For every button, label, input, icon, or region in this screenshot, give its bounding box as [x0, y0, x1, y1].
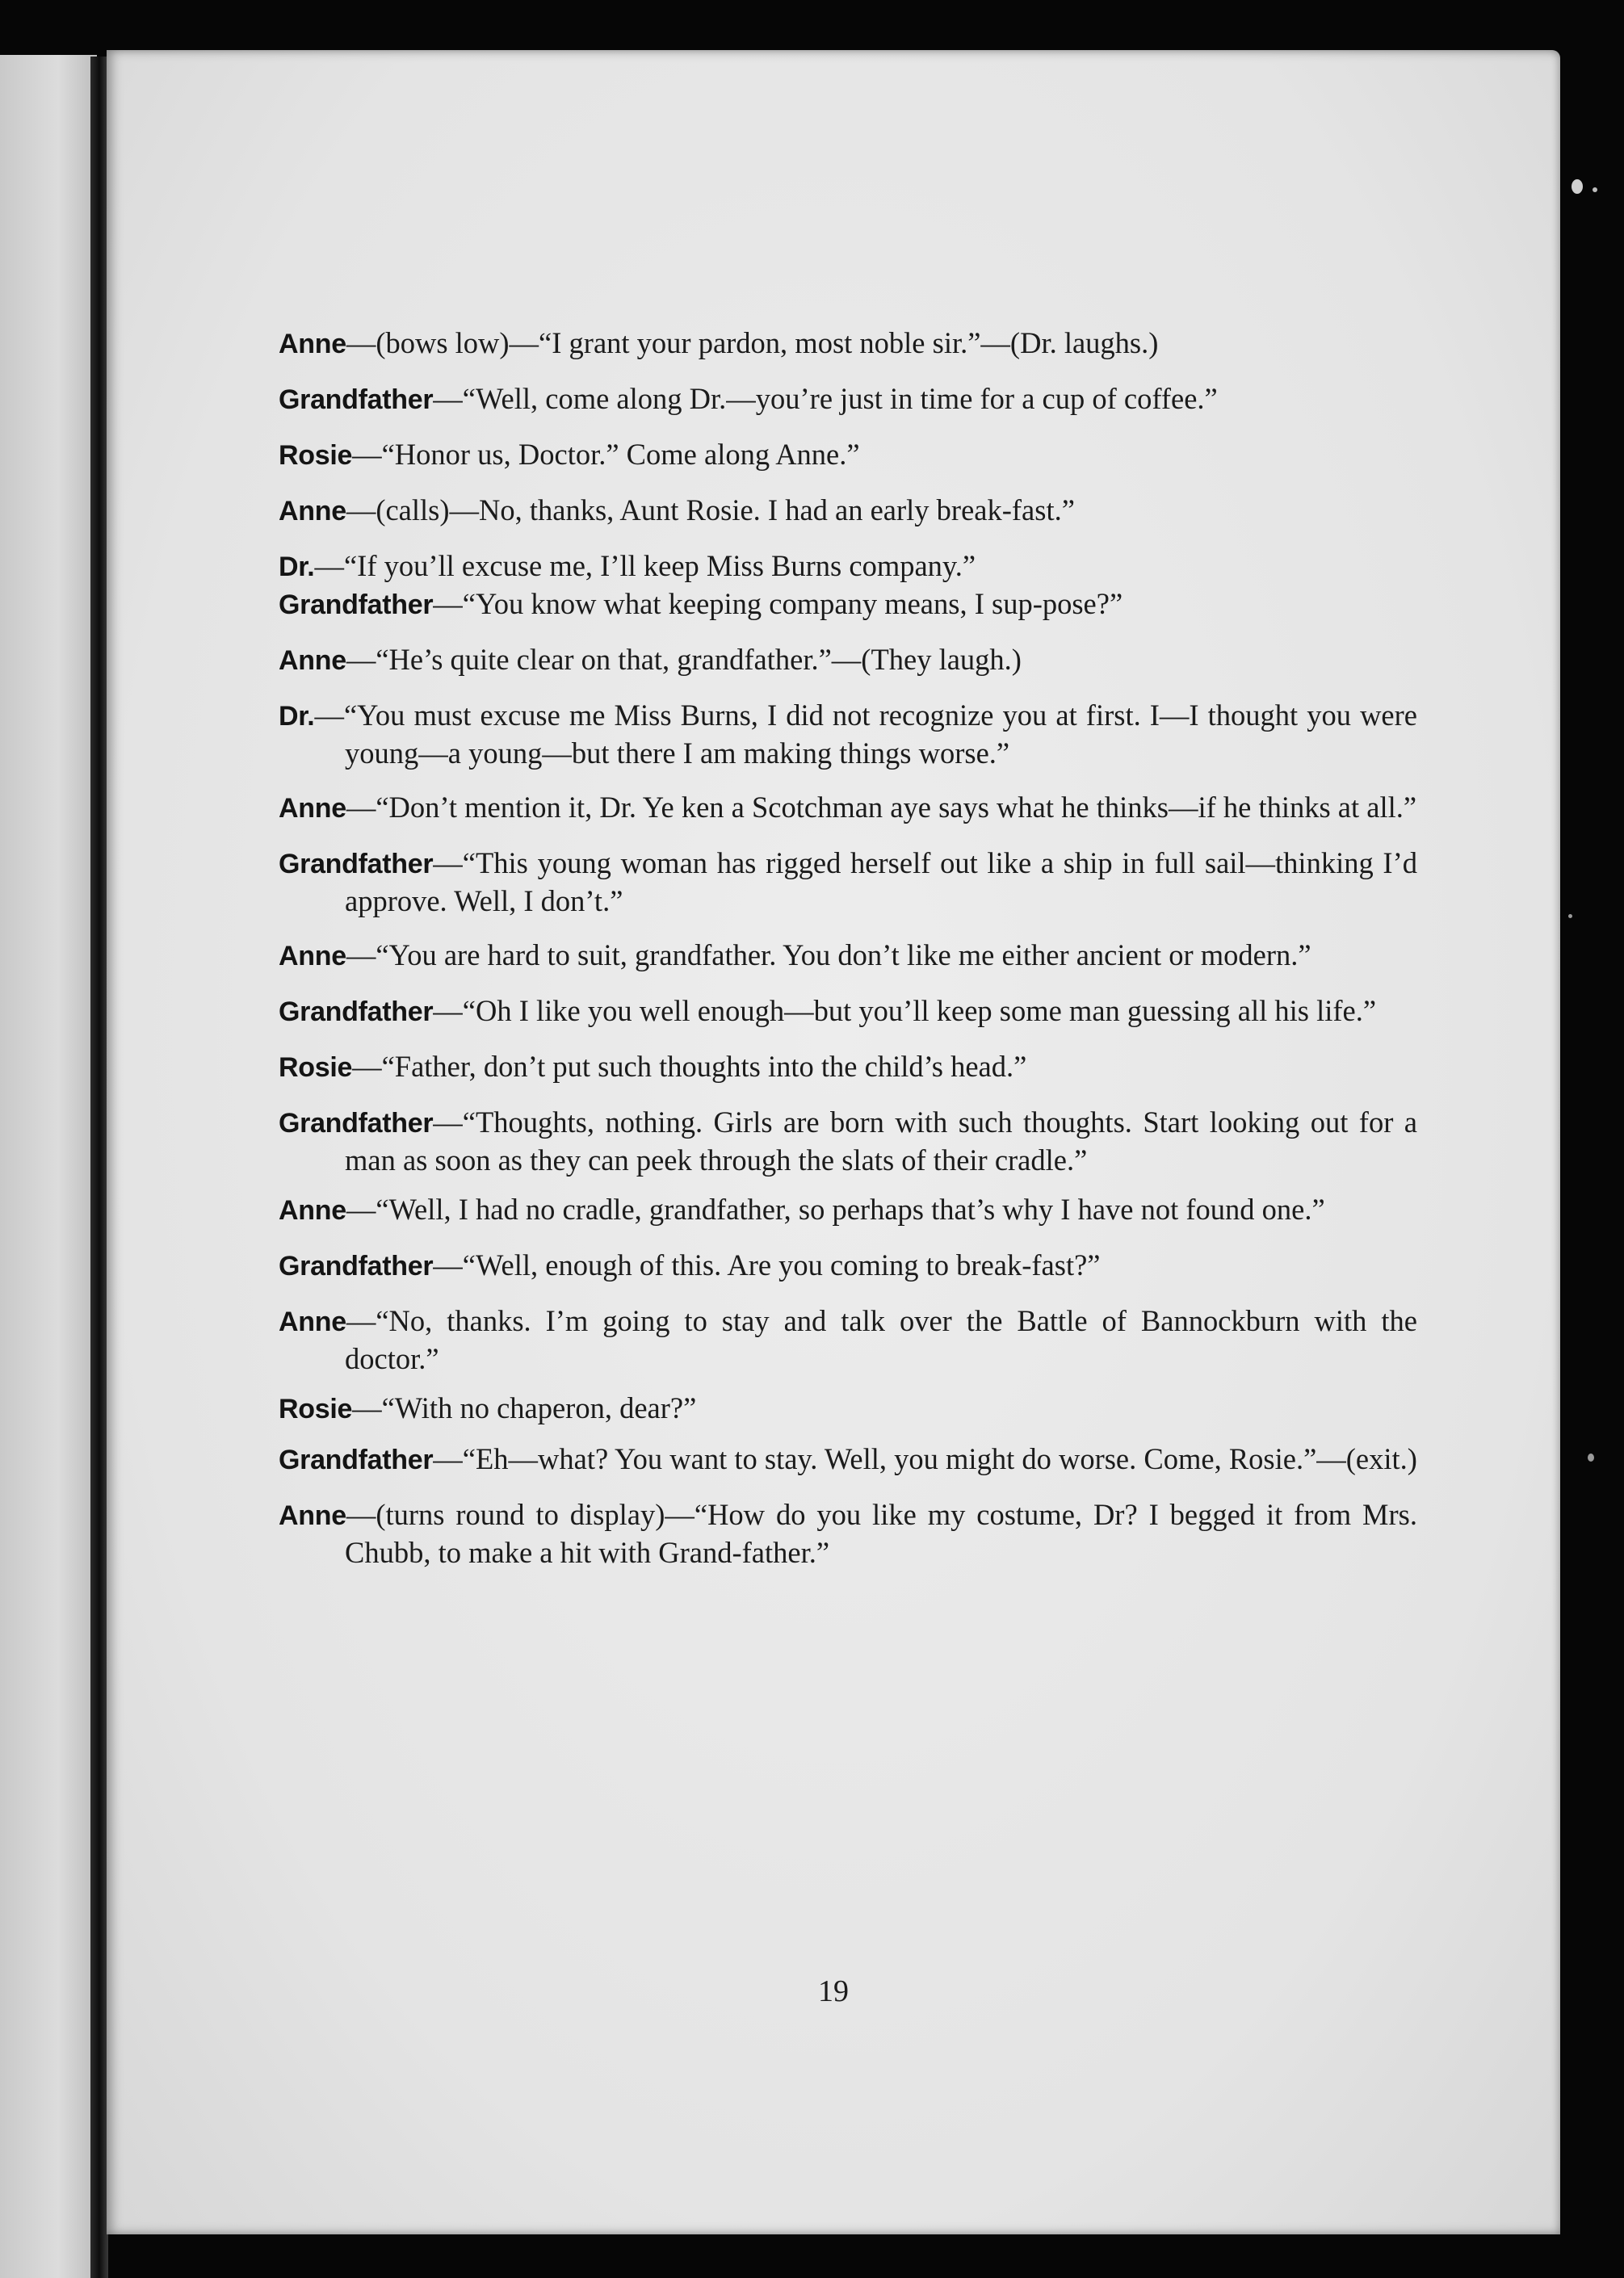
dialogue-entry	[279, 1441, 1417, 1479]
dialogue-text: “This young woman has rigged herself out like a ship in full sail—thinking I’d approve. Well, I don’t.”	[345, 846, 1417, 917]
dialogue-text: “With no chaperon, dear?”	[381, 1391, 697, 1424]
dialogue-entry	[279, 1390, 1417, 1428]
speaker-separator: —	[314, 549, 344, 582]
dialogue-entry	[279, 937, 1417, 975]
speaker-separator: —	[352, 1050, 382, 1083]
dialogue-text: “He’s quite clear on that, grandfather.”—(They laugh.)	[376, 643, 1022, 676]
speaker-name: Anne	[279, 329, 346, 359]
dialogue-text: (bows low)—“I grant your pardon, most noble sir.”—(Dr. laughs.)	[376, 326, 1159, 359]
speaker-separator: —	[346, 1498, 376, 1531]
speaker-name: Grandfather	[279, 589, 434, 620]
speaker-name: Grandfather	[279, 849, 434, 879]
dialogue-entry	[279, 845, 1417, 919]
speaker-name: Anne	[279, 941, 346, 971]
dialogue-text: “Father, don’t put such thoughts into the child’s head.”	[381, 1050, 1027, 1083]
speaker-name: Anne	[279, 1500, 346, 1531]
dialogue-text: (turns round to display)—“How do you like my costume, Dr? I begged it from Mrs. Chubb, to make a hit with Grand-father.”	[345, 1498, 1417, 1569]
speaker-separator: —	[314, 699, 344, 732]
speaker-name: Anne	[279, 1307, 346, 1337]
dialogue-entry	[279, 325, 1417, 363]
play-dialogue	[279, 325, 1417, 1571]
dialogue-entry	[279, 1104, 1417, 1178]
speaker-name: Rosie	[279, 440, 353, 471]
dialogue-text: “Don’t mention it, Dr. Ye ken a Scotchman aye says what he thinks—if he thinks at all.”	[376, 791, 1417, 824]
dialogue-entry	[279, 641, 1417, 679]
dialogue-text: “Well, enough of this. Are you coming to break-fast?”	[462, 1248, 1101, 1282]
speaker-name: Grandfather	[279, 384, 434, 415]
dialogue-entry	[279, 1191, 1417, 1229]
speaker-name: Grandfather	[279, 996, 434, 1027]
dialogue-text: “Eh—what? You want to stay. Well, you might do worse. Come, Rosie.”—(exit.)	[462, 1442, 1417, 1475]
speaker-separator: —	[433, 1442, 463, 1475]
dialogue-text: “No, thanks. I’m going to stay and talk over the Battle of Bannockburn with the doctor.”	[345, 1304, 1417, 1375]
dialogue-entry	[279, 789, 1417, 827]
book-page	[107, 50, 1560, 2234]
speaker-name: Grandfather	[279, 1108, 434, 1139]
dialogue-text: “You know what keeping company means, I sup-pose?”	[462, 587, 1123, 620]
dialogue-entry	[279, 492, 1417, 530]
speaker-name: Rosie	[279, 1394, 353, 1424]
scan-speck	[1588, 1454, 1594, 1462]
dialogue-entry	[279, 992, 1417, 1030]
speaker-name: Dr.	[279, 552, 315, 582]
speaker-name: Anne	[279, 496, 346, 526]
dialogue-entry	[279, 1496, 1417, 1571]
speaker-separator: —	[346, 643, 376, 676]
speaker-name: Grandfather	[279, 1445, 434, 1475]
dialogue-entry	[279, 547, 1417, 585]
speaker-separator: —	[346, 1304, 376, 1337]
speaker-separator: —	[433, 994, 463, 1027]
dialogue-text: (calls)—No, thanks, Aunt Rosie. I had an early break-fast.”	[376, 493, 1075, 526]
scan-speck	[1568, 914, 1572, 918]
speaker-name: Rosie	[279, 1052, 353, 1083]
speaker-separator: —	[433, 1105, 463, 1139]
scan-speck	[1593, 187, 1597, 192]
speaker-name: Anne	[279, 645, 346, 676]
speaker-separator: —	[433, 587, 463, 620]
dialogue-text: “You must excuse me Miss Burns, I did not recognize you at first. I—I thought you were young—a young—but there I am making things worse.”	[343, 699, 1417, 770]
speaker-separator: —	[433, 382, 463, 415]
speaker-separator: —	[346, 1193, 376, 1226]
dialogue-text: “Oh I like you well enough—but you’ll keep some man guessing all his life.”	[462, 994, 1377, 1027]
dialogue-entry	[279, 1303, 1417, 1377]
speaker-separator: —	[346, 326, 376, 359]
dialogue-text: “Honor us, Doctor.” Come along Anne.”	[381, 438, 860, 471]
speaker-name: Anne	[279, 1195, 346, 1226]
dialogue-text: “Thoughts, nothing. Girls are born with such thoughts. Start looking out for a man as soon as they can peek through the slats of their cradle.”	[345, 1105, 1417, 1177]
speaker-name: Anne	[279, 793, 346, 824]
dialogue-text: “If you’ll excuse me, I’ll keep Miss Burns company.”	[343, 549, 976, 582]
page-number: 19	[818, 1974, 849, 2008]
dialogue-entry	[279, 585, 1417, 623]
speaker-separator: —	[433, 846, 463, 879]
dialogue-text: “Well, I had no cradle, grandfather, so perhaps that’s why I have not found one.”	[376, 1193, 1325, 1226]
speaker-separator: —	[352, 438, 382, 471]
speaker-separator: —	[346, 791, 376, 824]
dialogue-entry	[279, 380, 1417, 418]
speaker-separator: —	[346, 493, 376, 526]
dialogue-text: “Well, come along Dr.—you’re just in time for a cup of coffee.”	[462, 382, 1218, 415]
speaker-name: Grandfather	[279, 1251, 434, 1282]
dialogue-text: “You are hard to suit, grandfather. You don’t like me either ancient or modern.”	[376, 938, 1311, 971]
facing-page-edge	[0, 55, 97, 2278]
speaker-separator: —	[346, 938, 376, 971]
speaker-name: Dr.	[279, 701, 315, 732]
book-gutter	[90, 57, 108, 2278]
speaker-separator: —	[352, 1391, 382, 1424]
dialogue-entry	[279, 436, 1417, 474]
scan-speck	[1572, 179, 1583, 194]
speaker-separator: —	[433, 1248, 463, 1282]
dialogue-entry	[279, 1048, 1417, 1086]
dialogue-entry	[279, 1247, 1417, 1285]
dialogue-entry	[279, 697, 1417, 771]
